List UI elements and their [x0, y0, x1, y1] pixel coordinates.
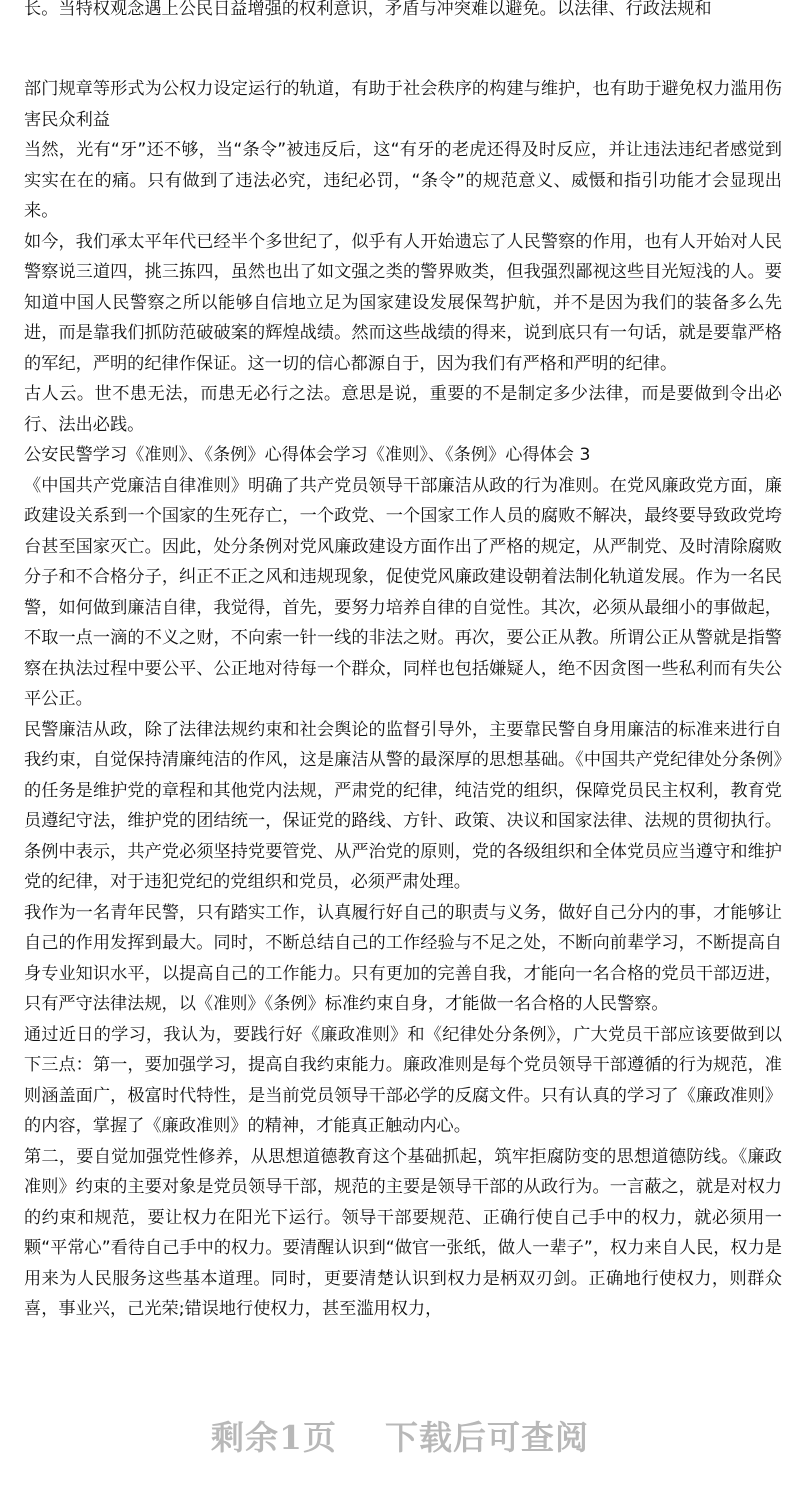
paragraph: 民警廉洁从政，除了法律法规约束和社会舆论的监督引导外，主要靠民警自身用廉洁的标准来进行自我约束，自觉保持清廉纯洁的作风，这是廉洁从警的最深厚的思想基础。《中国共产党纪律处分条例》的任务是维护党的章程和其他党内法规，严肃党的纪律，纯洁党的组织，保障党员民主权利，教育党员遵纪守法，维护党的团结统一，保证党的路线、方针、政策、决议和国家法律、法规的贯彻执行。条例中表示，共产党必须坚持党要管党、从严治党的原则，党的各级组织和全体党员应当遵守和维护党的纪律，对于违犯党纪的党组织和党员，必须严肃处理。 — [24, 719, 782, 892]
document-body — [24, 74, 782, 1325]
remaining-pages-label: 剩余1页 — [211, 1417, 337, 1457]
top-text-fragment: 长。当特权观念遇上公民日益增强的权利意识，矛盾与冲突难以避免。以法律、行政法规和 — [24, 0, 712, 19]
paragraph: 第二，要自觉加强党性修养，从思想道德教育这个基础抓起，筑牢拒腐防变的思想道德防线。《廉政准则》约束的主要对象是党员领导干部，规范的主要是领导干部的从政行为。一言蔽之，就是对权力的约束和规范，要让权力在阳光下运行。领导干部要规范、正确行使自己手中的权力，就必须用一颗“平常心”看待自己手中的权力。要清醒认识到“做官一张纸，做人一辈子”，权力来自人民，权力是用来为人民服务这些基本道理。同时，更要清楚认识到权力是柄双刃剑。正确地行使权力，则群众喜，事业兴，己光荣;错误地行使权力，甚至滥用权力， — [24, 1146, 782, 1319]
paragraph: 如今，我们承太平年代已经半个多世纪了，似乎有人开始遗忘了人民警察的作用，也有人开始对人民警察说三道四，挑三拣四，虽然也出了如文强之类的警界败类，但我强烈鄙视这些目光短浅的人。要知道中国人民警察之所以能够自信地立足为国家建设发展保驾护航，并不是因为我们的装备多么先进，而是靠我们抓防范破破案的辉煌战绩。然而这些战绩的得来，说到底只有一句话，就是要靠严格的军纪，严明的纪律作保证。这一切的信心都源自于，因为我们有严格和严明的纪律。 — [24, 231, 782, 374]
download-to-view-link[interactable]: 下载后可查阅 — [384, 1417, 589, 1457]
paragraph: 当然，光有“牙”还不够，当“条令”被违反后，这“有牙的老虎还得及时反应，并让违法违纪者感觉到实实在在的痛。只有做到了违法必究，违纪必罚，“条令”的规范意义、威慑和指引功能才会显现出来。 — [24, 140, 782, 221]
paragraph: 古人云。世不患无法，而患无必行之法。意思是说，重要的不是制定多少法律，而是要做到令出必行、法出必践。 — [24, 384, 782, 435]
paragraph: 部门规章等形式为公权力设定运行的轨道，有助于社会秩序的构建与维护，也有助于避免权力滥用伤害民众利益 — [24, 79, 782, 130]
paragraph: 通过近日的学习，我认为，要践行好《廉政准则》和《纪律处分条例》，广大党员干部应该要做到以下三点：第一，要加强学习，提高自我约束能力。廉政准则是每个党员领导干部遵循的行为规范，准则涵盖面广，极富时代特性，是当前党员领导干部必学的反腐文件。只有认真的学习了《廉政准则》的内容，掌握了《廉政准则》的精神，才能真正触动内心。 — [24, 1024, 782, 1136]
paragraph: 我作为一名青年民警，只有踏实工作，认真履行好自己的职责与义务，做好自己分内的事，才能够让自己的作用发挥到最大。同时，不断总结自己的工作经验与不足之处，不断向前辈学习，不断提高自身专业知识水平，以提高自己的工作能力。只有更加的完善自我，才能向一名合格的党员干部迈进，只有严守法律法规，以《准则》《条例》标准约束自身，才能做一名合格的人民警察。 — [24, 902, 782, 1014]
paragraph: 《中国共产党廉洁自律准则》明确了共产党员领导干部廉洁从政的行为准则。在党风廉政党方面，廉政建设关系到一个国家的生死存亡，一个政党、一个国家工作人员的腐败不解决，最终要导致政党垮台甚至国家灭亡。因此，处分条例对党风廉政建设方面作出了严格的规定，从严制党、及时清除腐败分子和不合格分子，纠正不正之风和违规现象，促使党风廉政建设朝着法制化轨道发展。作为一名民警，如何做到廉洁自律，我觉得，首先，要努力培养自律的自觉性。其次，必须从最细小的事做起，不取一点一滴的不义之财，不向索一针一线的非法之财。再次，要公正从教。所谓公正从警就是指警察在执法过程中要公平、公正地对待每一个群众，同样也包括嫌疑人，绝不因贪图一些私利而有失公平公正。 — [24, 475, 782, 709]
download-prompt-bar[interactable] — [0, 1405, 800, 1465]
section-heading: 公安民警学习《准则》、《条例》心得体会学习《准则》、《条例》心得体会 3 — [24, 445, 591, 465]
